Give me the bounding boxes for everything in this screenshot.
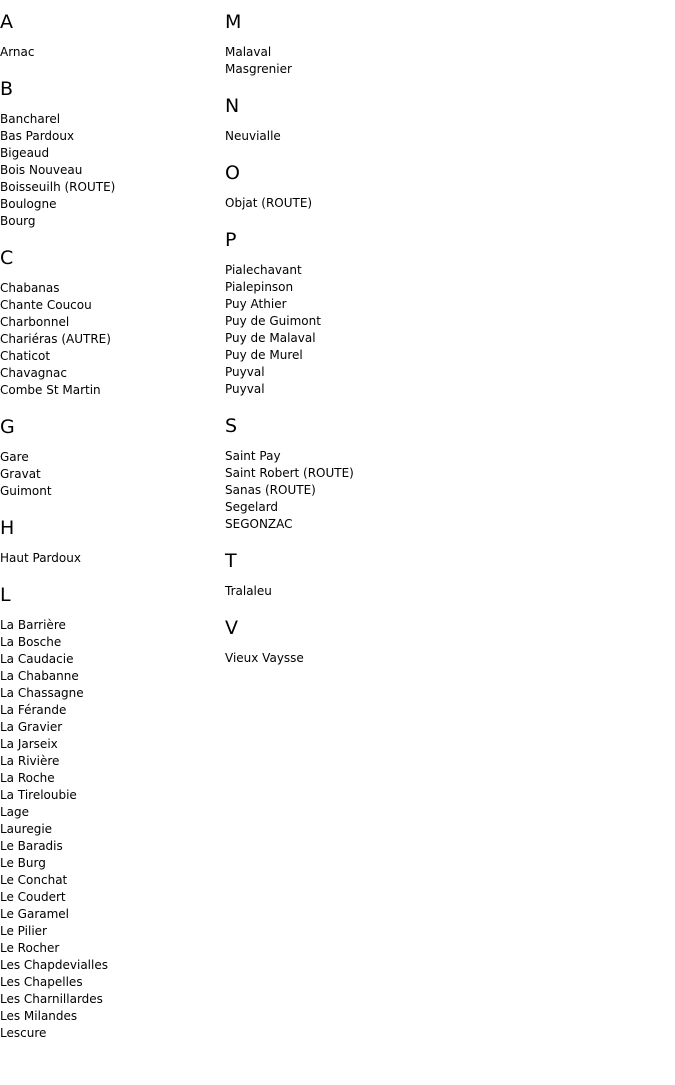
letter-group [225, 228, 665, 398]
letter-heading: B [0, 78, 14, 100]
place-link[interactable]: Les Milandes [0, 1009, 78, 1023]
place-link[interactable]: Puyval [225, 382, 265, 396]
place-link[interactable]: La Jarseix [0, 737, 58, 751]
place-link[interactable]: La Bosche [0, 635, 62, 649]
place-link[interactable]: Saint Robert (ROUTE) [225, 466, 354, 480]
place-link[interactable]: Neuvialle [225, 129, 281, 143]
place-link[interactable]: Objat (ROUTE) [225, 196, 313, 210]
place-link[interactable]: Tralaleu [225, 584, 272, 598]
place-link[interactable]: Gravat [0, 467, 41, 481]
letter-group [225, 414, 665, 533]
place-link[interactable]: Boulogne [0, 197, 57, 211]
place-link[interactable]: Chaticot [0, 349, 51, 363]
place-link[interactable]: Puy de Guimont [225, 314, 321, 328]
place-link[interactable]: Boisseuilh (ROUTE) [0, 180, 116, 194]
place-link[interactable]: Les Chapelles [0, 975, 83, 989]
place-link[interactable]: Puy Athier [225, 297, 287, 311]
letter-heading: H [0, 517, 15, 539]
place-link[interactable]: Puy de Murel [225, 348, 303, 362]
place-link[interactable]: Bois Nouveau [0, 163, 83, 177]
letter-group [225, 161, 665, 212]
letter-heading: A [0, 11, 13, 33]
place-link[interactable]: Arnac [0, 45, 35, 59]
place-link[interactable]: La Tireloubie [0, 788, 77, 802]
place-link[interactable]: La Chassagne [0, 686, 84, 700]
place-link[interactable]: Saint Pay [225, 449, 281, 463]
letter-heading: G [0, 416, 15, 438]
place-link[interactable]: Lauregie [0, 822, 53, 836]
place-link[interactable]: Lage [0, 805, 30, 819]
place-link[interactable]: Bancharel [0, 112, 61, 126]
place-link[interactable]: Masgrenier [225, 62, 292, 76]
letter-heading: S [225, 415, 238, 437]
place-link[interactable]: Vieux Vaysse [225, 651, 304, 665]
place-link[interactable]: Le Burg [0, 856, 46, 870]
place-link[interactable]: La Férande [0, 703, 67, 717]
letter-heading: V [225, 617, 238, 639]
letter-group [0, 415, 225, 500]
place-link[interactable]: Le Garamel [0, 907, 70, 921]
letter-group [0, 516, 225, 567]
place-link[interactable]: Malaval [225, 45, 272, 59]
letter-heading: M [225, 11, 242, 33]
place-link[interactable]: Pialepinson [225, 280, 294, 294]
letter-group [0, 10, 225, 61]
letter-group [0, 583, 225, 1042]
letter-heading: T [225, 550, 237, 572]
letter-heading: C [0, 247, 14, 269]
place-link[interactable]: Le Pilier [0, 924, 47, 938]
place-link[interactable]: Segelard [225, 500, 279, 514]
place-link[interactable]: La Roche [0, 771, 55, 785]
place-link[interactable]: La Barrière [0, 618, 66, 632]
place-link[interactable]: La Caudacie [0, 652, 74, 666]
letter-group [225, 94, 665, 145]
letter-heading: L [0, 584, 11, 606]
letter-heading: N [225, 95, 240, 117]
letter-group [0, 77, 225, 230]
place-link[interactable]: Le Rocher [0, 941, 60, 955]
place-link[interactable]: Combe St Martin [0, 383, 101, 397]
place-link[interactable]: Haut Pardoux [0, 551, 81, 565]
place-link[interactable]: Les Charnillardes [0, 992, 103, 1006]
place-link[interactable]: Puy de Malaval [225, 331, 316, 345]
place-link[interactable]: Les Chapdevialles [0, 958, 108, 972]
right-column [225, 10, 665, 683]
place-link[interactable]: Chabanas [0, 281, 60, 295]
place-link[interactable]: Puyval [225, 365, 265, 379]
place-link[interactable]: Bourg [0, 214, 36, 228]
place-link[interactable]: Bigeaud [0, 146, 50, 160]
letter-heading: O [225, 162, 240, 184]
place-link[interactable]: Bas Pardoux [0, 129, 75, 143]
place-link[interactable]: SEGONZAC [225, 517, 293, 531]
place-link[interactable]: Sanas (ROUTE) [225, 483, 316, 497]
place-link[interactable]: Chariéras (AUTRE) [0, 332, 111, 346]
left-column [0, 10, 225, 1058]
place-link[interactable]: La Gravier [0, 720, 63, 734]
place-link[interactable]: La Rivière [0, 754, 60, 768]
letter-group [225, 549, 665, 600]
place-link[interactable]: Pialechavant [225, 263, 302, 277]
place-link[interactable]: La Chabanne [0, 669, 79, 683]
letter-heading: P [225, 229, 237, 251]
place-link[interactable]: Chavagnac [0, 366, 67, 380]
place-link[interactable]: Lescure [0, 1026, 47, 1040]
letter-group [0, 246, 225, 399]
place-link[interactable]: Gare [0, 450, 29, 464]
letter-group [225, 10, 665, 78]
place-link[interactable]: Le Conchat [0, 873, 68, 887]
place-link[interactable]: Le Coudert [0, 890, 66, 904]
place-link[interactable]: Chante Coucou [0, 298, 92, 312]
place-link[interactable]: Charbonnel [0, 315, 70, 329]
place-link[interactable]: Le Baradis [0, 839, 63, 853]
place-link[interactable]: Guimont [0, 484, 52, 498]
letter-group [225, 616, 665, 667]
